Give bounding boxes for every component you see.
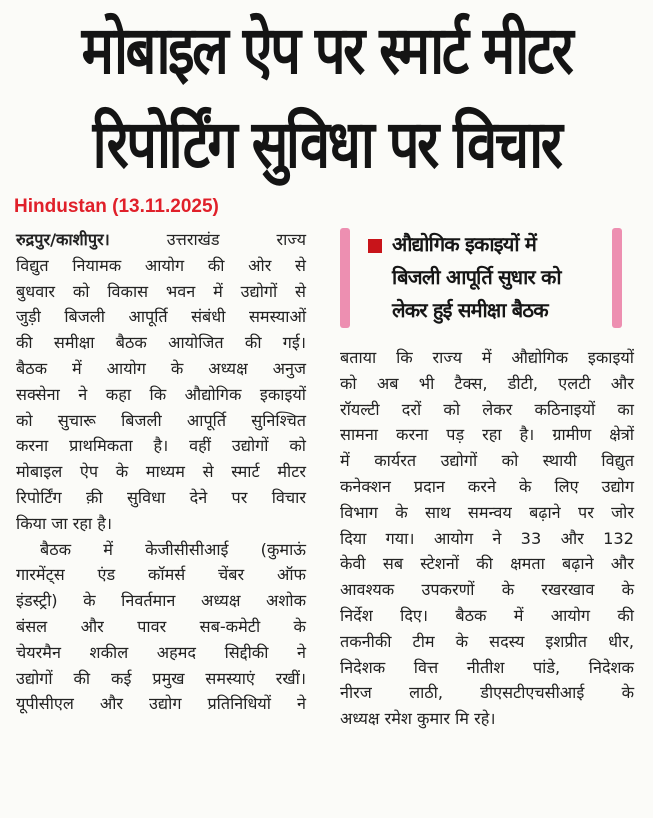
callout-bar-left	[340, 228, 350, 328]
body-line: निदेशक वित्त नीतीश पांडे, निदेशक	[340, 657, 634, 677]
body-line: बैठक में आयोग के अध्यक्ष अनुज	[16, 358, 306, 378]
body-line: करना प्राथमिकता है। वहीं उद्योगों को	[16, 436, 306, 456]
body-line: किया जा रहा है।	[16, 513, 112, 533]
headline-line-2: रिपोर्टिंग सुविधा पर विचार	[92, 106, 561, 183]
body-line: विद्युत नियामक आयोग की ओर से	[16, 255, 306, 275]
right-column	[340, 345, 634, 732]
body-line: गारमेंट्स एंड कॉमर्स चेंबर ऑफ	[16, 565, 306, 585]
bullet-square-icon	[368, 239, 382, 253]
headline-line-1: मोबाइल ऐप पर स्मार्ट मीटर	[81, 12, 572, 89]
body-line: बताया कि राज्य में औद्योगिक इकाइयों	[340, 348, 634, 367]
callout-line: बिजली आपूर्ति सुधार को	[392, 265, 561, 289]
body-line: तकनीकी टीम के सदस्य इशप्रीत धीर,	[340, 631, 634, 651]
dateline: रुद्रपुर/काशीपुर।	[16, 230, 110, 249]
highlight-callout	[340, 228, 620, 328]
left-column	[16, 227, 306, 717]
body-line: बुधवार को विकास भवन में उद्योगों से	[16, 281, 306, 301]
body-line: रिपोर्टिंग क़ी सुविधा देने पर विचार	[16, 487, 306, 507]
body-line: जुड़ी बिजली आपूर्ति संबंधी समस्याओं	[16, 307, 306, 327]
body-line: बैठक में केजीसीसीआई (कुमाऊं	[40, 539, 306, 559]
body-line: मोबाइल ऐप के माध्यम से स्मार्ट मीटर	[16, 462, 306, 482]
body-line: अध्यक्ष रमेश कुमार मि रहे।	[340, 709, 496, 729]
body-line: उद्योगों की कई प्रमुख समस्याएं रखीं।	[16, 668, 306, 688]
body-line: निर्देश दिए। बैठक में आयोग की	[340, 605, 634, 625]
body-line: यूपीसीएल और उद्योग प्रतिनिधियों ने	[16, 694, 306, 714]
body-line: में कार्यरत उद्योगों को स्थायी विद्युत	[340, 451, 634, 471]
callout-text	[392, 228, 561, 327]
body-line: विभाग के साथ समन्वय बढ़ाने पर जोर	[340, 502, 634, 522]
body-line: रॉयल्टी दरों को लेकर कठिनाइयों का	[340, 399, 634, 419]
body-line: चेयरमैन शकील अहमद सिद्दीकी ने	[16, 642, 306, 662]
source-credit: Hindustan (13.11.2025)	[14, 196, 219, 217]
body-line: रुद्रपुर/काशीपुर। उत्तराखंड राज्य	[16, 230, 306, 249]
body-line: की समीक्षा बैठक आयोजित की गई।	[16, 333, 306, 353]
body-line: सक्सेना ने कहा कि औद्योगिक इकाइयों	[16, 384, 306, 404]
body-line: को अब भी टैक्स, डीटी, एलटी और	[340, 373, 634, 393]
callout-line: लेकर हुई समीक्षा बैठक	[392, 298, 548, 322]
callout-line: औद्योगिक इकाइयों में	[392, 232, 537, 256]
callout-bar-right	[612, 228, 622, 328]
body-line: केवी सब स्टेशनों की क्षमता बढ़ाने और	[340, 554, 634, 574]
body-line: कनेक्शन प्रदान करने के लिए उद्योग	[340, 476, 634, 496]
body-line: इंडस्ट्री) के निवर्तमान अध्यक्ष अशोक	[16, 591, 306, 611]
body-line: सामना करना पड़ रहा है। ग्रामीण क्षेत्रों	[340, 425, 634, 445]
body-line: आवश्यक उपकरणों के रखरखाव के	[340, 580, 634, 600]
body-line: को सुचारू बिजली आपूर्ति सुनिश्चित	[16, 410, 306, 430]
body-line: बंसल और पावर सब-कमेटी के	[16, 616, 306, 636]
body-line: दिया गया। आयोग ने 33 और 132	[340, 528, 634, 548]
body-line: नीरज लाठी, डीएसटीएचसीआई के	[340, 683, 634, 703]
